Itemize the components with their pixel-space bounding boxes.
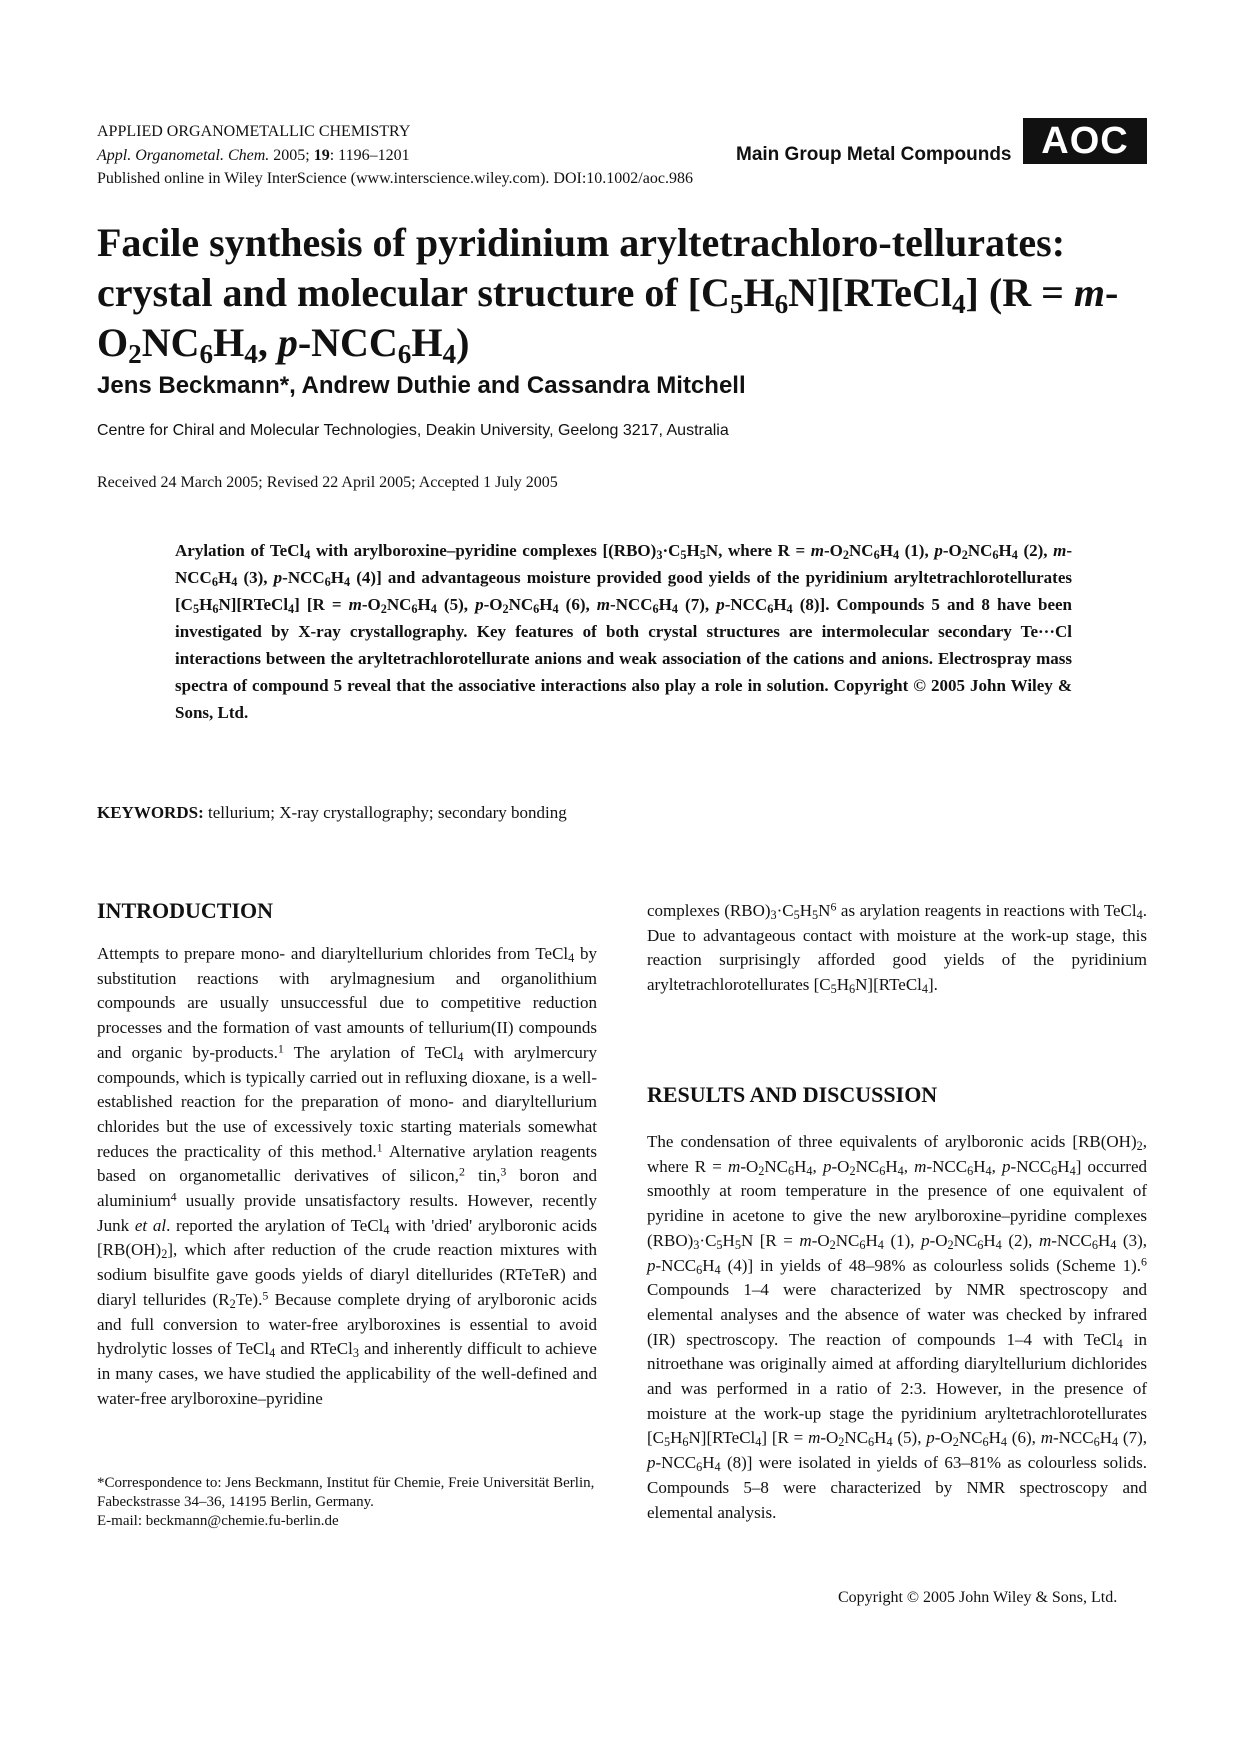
correspondence-address: *Correspondence to: Jens Beckmann, Institut für Chemie, Freie Universität Berlin, Fabeckstrasse 34–36, 14195 Berlin, Germany. <box>97 1475 595 1510</box>
results-body <box>647 1130 1147 1525</box>
citation-line <box>97 145 410 167</box>
keywords <box>97 803 567 823</box>
received-dates: Received 24 March 2005; Revised 22 April 2005; Accepted 1 July 2005 <box>97 474 558 491</box>
citation-volume: 19 <box>313 147 330 164</box>
aoc-logo: AOC <box>1023 118 1147 164</box>
author-list: Jens Beckmann*, Andrew Duthie and Cassandra Mitchell <box>97 372 746 399</box>
journal-name: APPLIED ORGANOMETALLIC CHEMISTRY <box>97 123 411 140</box>
section-label: Main Group Metal Compounds <box>736 144 1012 165</box>
results-paragraph: The condensation of three equivalents of arylboronic acids [$RB(OH)_2$, where $R = m-O_2NC_6H_4$, $p-O_2NC_6H_4$, $m-NCC_6H_4$, $p-NCC_6H_4$] occurred smoothly at room temperature in the presence of one equivalent of pyridine in acetone to give the new arylboroxine–pyridine complexes $(RBO)_3\cdot C_5H_5N$ [$R = m-O_2NC_6H_4$ (1), $p-O_2NC_6H_4$ (2), $m-NCC_6H_4$ (3), $p-NCC_6H_4$ (4)] in yields of 48–98% as colourless solids (Scheme 1).$^6$ Compounds 1–4 were characterized by NMR spectroscopy and elemental analyses and the absence of water was checked by infrared (IR) spectroscopy. The reaction of compounds 1–4 with TeCl$_4$ in nitroethane was originally aimed at affording diaryltellurium dichlorides and was performed in a ratio of 2:3. However, in the presence of moisture at the work-up stage the pyridinium aryltetrachlorotellurates $[C_5H_6N][RTeCl_4] [R = m-O_2NC_6H_4$ (5), $p-O_2NC_6H_4$ (6), $m-NCC_6H_4$ (7), $p-NCC_6H_4$ (8)] were isolated in yields of 63–81% as colourless solids. Compounds 5–8 were characterized by NMR spectroscopy and elemental analysis. <box>647 1132 1148 1522</box>
introduction-heading: INTRODUCTION <box>97 898 274 923</box>
introduction-continued <box>647 899 1147 998</box>
citation-abbrev: Appl. Organometal. Chem. <box>97 147 270 164</box>
published-online: Published online in Wiley InterScience (www.interscience.wiley.com). DOI:10.1002/aoc.986 <box>97 170 693 187</box>
keywords-list: tellurium; X-ray crystallography; secondary bonding <box>203 803 567 822</box>
correspondence-email: E-mail: beckmann@chemie.fu-berlin.de <box>97 1513 339 1529</box>
article-title: Facile synthesis of pyridinium aryltetrachloro-tellurates: crystal and molecular structure of $[C_5H_6N][RTeCl_4] (R = m-O_2NC_6H_4$, $p-NCC_6H_4$) <box>97 220 1119 369</box>
introduction-paragraph: Attempts to prepare mono- and diaryltellurium chlorides from TeCl$_4$ by substitution reactions with arylmagnesium and organolithium compounds are usually unsuccessful due to competitive reduction processes and the formation of vast amounts of tellurium(II) compounds and organic by-products.$^1$ The arylation of TeCl$_4$ with arylmercury compounds, which is typically carried out in refluxing dioxane, is a well-established reaction for the preparation of mono- and diaryltellurium chlorides but the use of excessively toxic starting materials somewhat reduces the practicality of this method.$^1$ Alternative arylation reagents based on organometallic derivatives of silicon,$^2$ tin,$^3$ boron and aluminium$^4$ usually provide unsatisfactory results. However, recently Junk et al. reported the arylation of TeCl$_4$ with 'dried' arylboronic acids $[RB(OH)_2]$, which after reduction of the crude reaction mixtures with sodium bisulfite gave goods yields of diaryl ditellurides (RTeTeR) and diaryl tellurides $(R_2Te).^5$ Because complete drying of arylboronic acids and full conversion to water-free arylboroxines is essential to avoid hydrolytic losses of TeCl$_4$ and RTeCl$_3$ and inherently difficult to achieve in many cases, we have studied the applicability of the well-defined and water-free arylboroxine–pyridine <box>97 944 597 1408</box>
introduction-body <box>97 942 597 1411</box>
results-heading: RESULTS AND DISCUSSION <box>647 1082 938 1107</box>
citation-year: 2005; <box>269 147 314 164</box>
abstract: Arylation of TeCl$_4$ with arylboroxine–pyridine complexes [$(RBO)_3\cdot C_5H_5N$, where $R = m-O_2NC_6H_4$ (1), $p-O_2NC_6H_4$ (2), $m-NCC_6H_4$ (3), $p-NCC_6H_4$ (4)] and advantageous moisture provided good yields of the pyridinium aryltetrachlorotellurates $[C_5H_6N][RTeCl_4] [R = m-O_2NC_6H_4$ (5), $p-O_2NC_6H_4$ (6), $m-NCC_6H_4$ (7), $p-NCC_6H_4$ (8)]. Compounds 5 and 8 have been investigated by X-ray crystallography. Key features of both crystal structures are intermolecular secondary Te···Cl interactions between the aryltetrachlorotellurate anions and weak association of the cations and anions. Electrospray mass spectra of compound 5 reveal that the associative interactions also play a role in solution. Copyright © 2005 John Wiley & Sons, Ltd. <box>175 541 1073 722</box>
citation-pages: : 1196–1201 <box>329 147 410 164</box>
correspondence-footnote <box>97 1474 597 1531</box>
introduction-continued-paragraph: complexes $(RBO)_3\cdot C_5H_5N^6$ as arylation reagents in reactions with TeCl$_4$. Due to advantageous contact with moisture at the work-up stage, this reaction surprisingly afforded good yields of the pyridinium aryltetrachlorotellurates $[C_5H_6N][RTeCl_4]$. <box>647 899 1147 997</box>
affiliation: Centre for Chiral and Molecular Technologies, Deakin University, Geelong 3217, Australia <box>97 422 729 439</box>
copyright-footer: Copyright © 2005 John Wiley & Sons, Ltd. <box>838 1589 1118 1606</box>
keywords-label: KEYWORDS: <box>97 803 204 822</box>
